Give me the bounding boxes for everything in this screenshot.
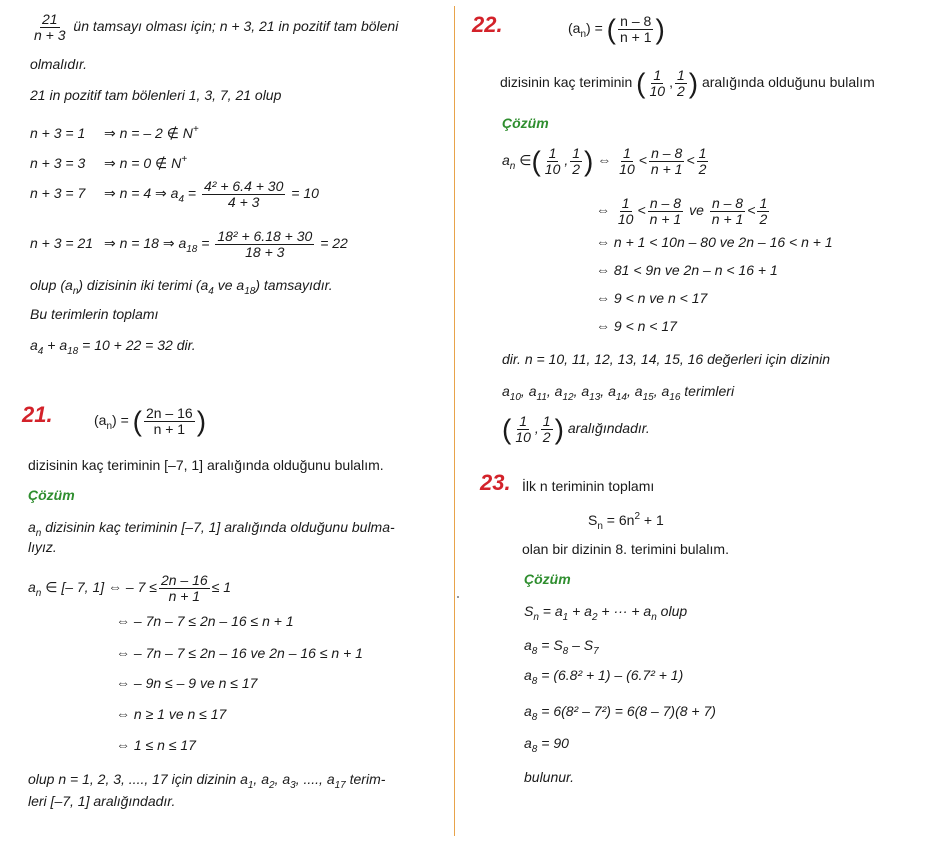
q23-row-1 bbox=[524, 602, 687, 627]
q22-term-separator: , bbox=[546, 383, 555, 399]
q23-row-2 bbox=[524, 636, 599, 661]
q22-term-separator: , bbox=[573, 383, 582, 399]
q22-row-6: ⇔ 9 < n < 17 bbox=[596, 318, 677, 334]
case-4-fraction: $\frac{\text{18² + 6.18 + 30}}{18 + 3}$ bbox=[217, 228, 313, 260]
q21-number: 21. bbox=[22, 402, 53, 427]
q21-solution-text: $a_n$ dizisinin kaç teriminin [–7, 1] aralığında olduğunu bulma- bbox=[28, 519, 395, 539]
q23-text-1: İlk n teriminin toplamı bbox=[522, 478, 655, 494]
intro-fraction: $\frac{21}{n + 3}$ bbox=[34, 11, 66, 43]
q22-term-subscript: 10 bbox=[509, 392, 521, 403]
q22-question: dizisinin kaç teriminin ( $\frac{1}{10}$ , $\frac{1}{2}$ ) aralığında olduğunu bulalım bbox=[500, 67, 875, 99]
q21-row-4: ⇔ – 9n ≤ – 9 ve n ≤ 17 bbox=[116, 675, 258, 691]
q21-end-2: leri [–7, 1] aralığındadır. bbox=[28, 793, 176, 809]
q22-term: a bbox=[608, 383, 616, 399]
q23-row-3: $a_8 = (6.8^2 + 1) - (6.7^2 + 1)$ bbox=[524, 667, 684, 687]
math-token: S bbox=[524, 603, 534, 619]
q22-end-1: dir. n = 10, 11, 12, 13, 14, 15, 16 değerleri için dizinin bbox=[502, 351, 831, 367]
math-token: + ··· + a bbox=[597, 603, 652, 619]
column-divider bbox=[454, 6, 455, 836]
case-3-fraction: $\frac{\text{4² + 6.4 + 30}}{4 + 3}$ bbox=[203, 178, 284, 210]
q21-fraction: $\frac{2n - 16}{n + 1}$ bbox=[145, 405, 193, 437]
q21-question: dizisinin kaç teriminin [–7, 1] aralığında olduğunu bulalım. bbox=[28, 457, 384, 473]
q21-sequence: $(a_n)$ = ( $\frac{2n - 16}{n + 1}$ ) bbox=[94, 405, 207, 437]
math-subscript: 8 bbox=[562, 646, 569, 657]
q22-term-separator: , bbox=[520, 383, 529, 399]
q23-row-4: $a_8 = 6(8^2 - 7^2) = 6(8 - 7)(8 + 7)$ bbox=[524, 703, 716, 723]
intro-text-2: olmalıdır. bbox=[30, 56, 88, 72]
math-token: a bbox=[524, 637, 532, 653]
case-3: n + 3 = 7 ⇒ n = 4 ⇒ $a_4$ = $\frac{\text{4² + 6.4 + 30}}{4 + 3}$ = 10 bbox=[30, 178, 319, 210]
q22-term: a bbox=[502, 383, 510, 399]
q22-row-3: ⇔ n + 1 < 10n – 80 ve 2n – 16 < n + 1 bbox=[596, 234, 833, 250]
q21-row-5: ⇔ n ≥ 1 ve n ≤ 17 bbox=[116, 706, 227, 722]
q23-text-2: olan bir dizinin 8. terimini bulalım. bbox=[522, 541, 729, 557]
math-subscript: n bbox=[533, 612, 539, 623]
q22-solution-label: Çözüm bbox=[502, 115, 549, 131]
case-4: n + 3 = 21 ⇒ n = 18 ⇒ $a_{18}$ = $\frac{\text{18² + 6.18 + 30}}{18 + 3}$ = 22 bbox=[30, 228, 348, 260]
q22-row-5: ⇔ 9 < n ve n < 17 bbox=[596, 290, 708, 306]
intro-text: ün tamsayı olması için; n + 3, 21 in pozitif tam böleni bbox=[73, 18, 399, 35]
q21-row-3: ⇔ – 7n – 7 ≤ 2n – 16 ve 2n – 16 ≤ n + 1 bbox=[116, 645, 363, 661]
q22-term-subscript: 16 bbox=[669, 392, 681, 403]
q23-end: bulunur. bbox=[524, 769, 575, 785]
math-token: + a bbox=[568, 603, 592, 619]
q22-term-subscript: 11 bbox=[536, 392, 547, 403]
q21-row-1-fraction: $\frac{2n - 16}{n + 1}$ bbox=[160, 572, 208, 604]
q22-terms-list bbox=[502, 383, 681, 403]
math-subscript: 1 bbox=[562, 612, 569, 623]
stray-dot bbox=[457, 596, 459, 598]
case-1: n + 3 = 1 ⇒ n = – 2 ∉ N+ bbox=[30, 124, 199, 141]
q22-term-separator: , bbox=[600, 383, 609, 399]
math-subscript: 2 bbox=[591, 612, 598, 623]
q23-row-5: $a_8 = 90$ bbox=[524, 735, 569, 755]
q22-term-subscript: 14 bbox=[615, 392, 627, 403]
math-subscript: n bbox=[651, 612, 657, 623]
q22-last: ( $\frac{1}{10}$ , $\frac{1}{2}$ ) aralığındadır. bbox=[502, 413, 650, 445]
q21-end: olup n = 1, 2, 3, ...., 17 için dizinin $a_1$, $a_2$, $a_3$, ...., $a_{17}$ terim- bbox=[28, 771, 386, 791]
q21-row-1: $a_n$ ∈ [– 7, 1] ⇔ – 7 ≤ $\frac{2n - 16}{n + 1}$ ≤ 1 bbox=[28, 572, 232, 604]
intro-line bbox=[30, 12, 398, 43]
math-subscript: 7 bbox=[593, 646, 599, 657]
q23-sn: $S_n = 6n^2 + 1$ bbox=[588, 511, 664, 532]
q22-term-separator: , bbox=[627, 383, 635, 399]
case-2: n + 3 = 3 ⇒ n = 0 ∉ N+ bbox=[30, 154, 188, 171]
q22-row-4: ⇔ 81 < 9n ve 2n – n < 16 + 1 bbox=[596, 262, 778, 278]
q22-fraction: $\frac{n - 8}{n + 1}$ bbox=[619, 13, 652, 45]
q21-solution-label: Çözüm bbox=[28, 487, 75, 503]
q23-solution-label: Çözüm bbox=[524, 571, 571, 587]
q22-term-subscript: 13 bbox=[589, 392, 601, 403]
q23-number: 23. bbox=[480, 470, 511, 495]
q22-term-subscript: 12 bbox=[562, 392, 574, 403]
math-token: olup bbox=[656, 603, 688, 619]
q21-row-6: ⇔ 1 ≤ n ≤ 17 bbox=[116, 737, 196, 753]
math-token: = S bbox=[537, 637, 563, 653]
sum-intro: Bu terimlerin toplamı bbox=[30, 306, 159, 322]
olup-line: olup $(a_n)$ dizisinin iki terimi ($a_4$ ve $a_{18}$) tamsayıdır. bbox=[30, 277, 333, 297]
q22-row-2: ⇔ $\frac{1}{10}$ < $\frac{n - 8}{n + 1}$ ve $\frac{n - 8}{n + 1}$ < $\frac{1}{2}$ bbox=[596, 195, 768, 227]
q22-term-separator: , bbox=[653, 383, 662, 399]
q22-term: a bbox=[634, 383, 643, 399]
q22-term: a bbox=[554, 383, 563, 399]
q22-term: a bbox=[581, 383, 590, 399]
sum-line: $a_4 + a_{18} = 10 + 22 = 32$ dir. bbox=[30, 337, 196, 357]
q21-row-2: ⇔ – 7n – 7 ≤ 2n – 16 ≤ n + 1 bbox=[116, 613, 294, 629]
q22-terms: $a_{10}$, $a_{11}$, $a_{12}$, $a_{13}$, $a_{14}$, $a_{15}$, $a_{16}$ terimleri bbox=[502, 383, 735, 403]
q22-sequence: $(a_n)$ = ( $\frac{n - 8}{n + 1}$ ) bbox=[568, 13, 665, 45]
q22-term-subscript: 15 bbox=[642, 392, 654, 403]
q22-number: 22. bbox=[472, 12, 503, 37]
q21-solution-text-2: lıyız. bbox=[28, 539, 57, 555]
q22-row-1: $a_n$ ∈( $\frac{1}{10}$ , $\frac{1}{2}$ ) ⇔ $\frac{1}{10}$ < $\frac{n - 8}{n + 1}$ < $\frac{1}{2}$ bbox=[502, 145, 707, 177]
q22-term: a bbox=[528, 383, 537, 399]
math-subscript: 8 bbox=[531, 646, 538, 657]
divisors-text: 21 in pozitif tam bölenleri 1, 3, 7, 21 olup bbox=[30, 87, 282, 103]
math-token: = a bbox=[538, 603, 563, 619]
q22-term: a bbox=[661, 383, 670, 399]
math-token: – S bbox=[568, 637, 594, 653]
